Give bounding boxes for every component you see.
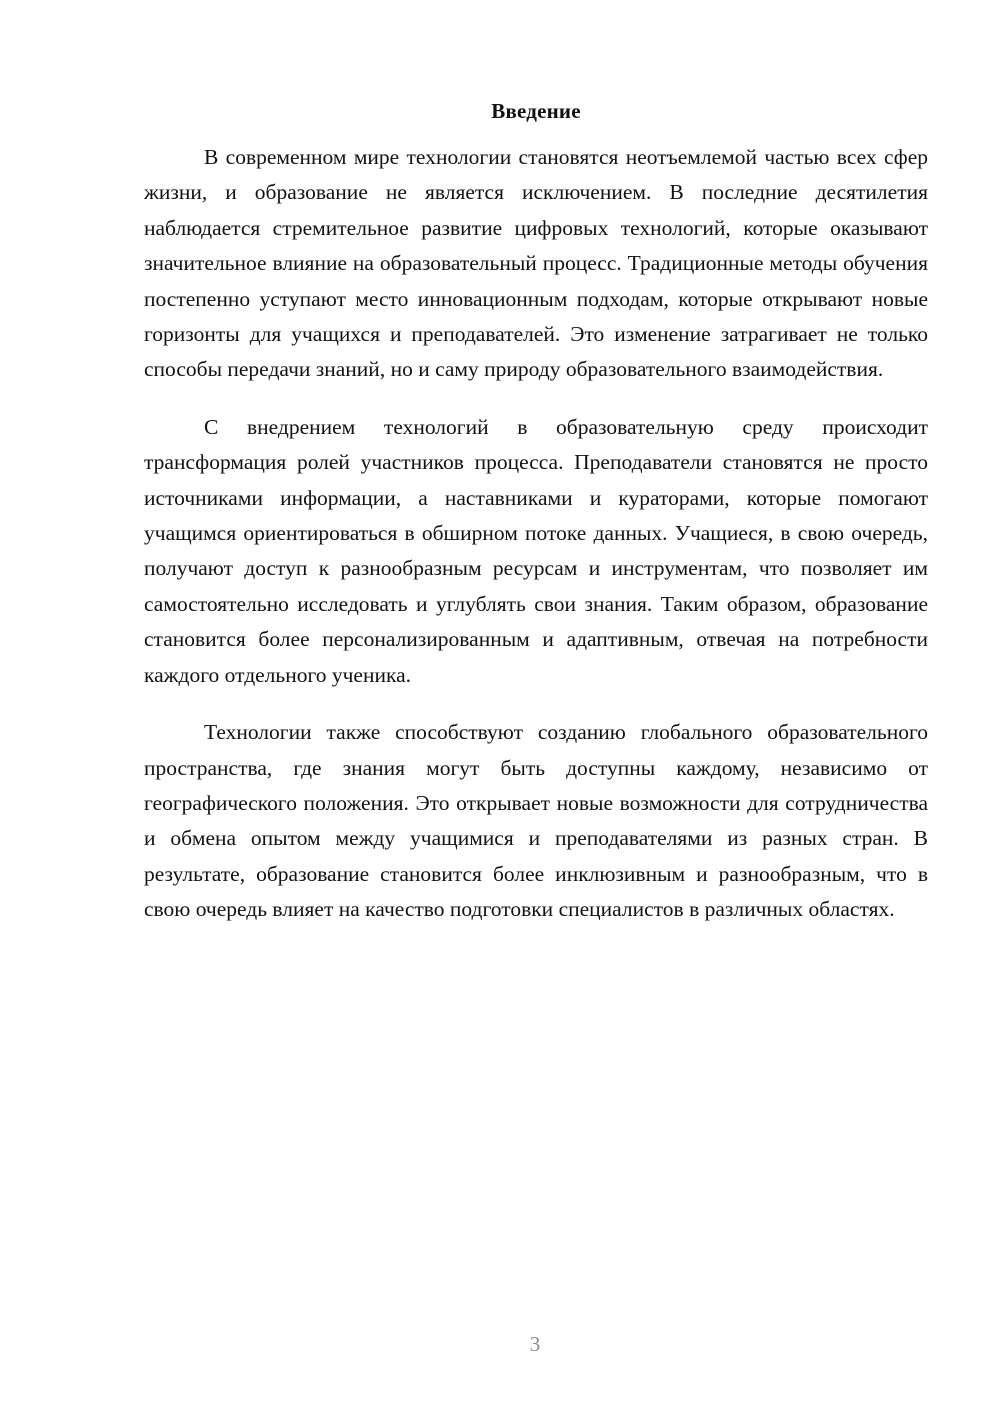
paragraph-1: В современном мире технологии становятся неотъемлемой частью всех сфер жизни, и образование не является исключением. В последние десятилетия наблюдается стремительное развитие цифровых технологий, которые оказывают значительное влияние на образовательный процесс. Традиционные методы обучения постепенно уступают место инновационным подходам, которые открывают новые горизонты для учащихся и преподавателей. Это изменение затрагивает не только способы передачи знаний, но и саму природу образовательного взаимодействия.	[144, 145, 928, 382]
paragraph-3: Технологии также способствуют созданию глобального образовательного пространства, где знания могут быть доступны каждому, независимо от географического положения. Это открывает новые возможности для сотрудничества и обмена опытом между учащимися и преподавателями из разных стран. В результате, образование становится более инклюзивным и разнообразным, что в свою очередь влияет на качество подготовки специалистов в различных областях.	[144, 720, 928, 922]
section-heading: Введение	[491, 99, 581, 123]
page-number: 3	[529, 1332, 541, 1356]
page-body	[144, 96, 928, 950]
paragraph-2: С внедрением технологий в образовательную среду происходит трансформация ролей участников процесса. Преподаватели становятся не просто источниками информации, а наставниками и кураторами, которые помогают учащимся ориентироваться в обширном потоке данных. Учащиеся, в свою очередь, получают доступ к разнообразным ресурсам и инструментам, что позволяет им самостоятельно исследовать и углублять свои знания. Таким образом, образование становится более персонализированным и адаптивным, отвечая на потребности каждого отдельного ученика.	[144, 414, 928, 687]
